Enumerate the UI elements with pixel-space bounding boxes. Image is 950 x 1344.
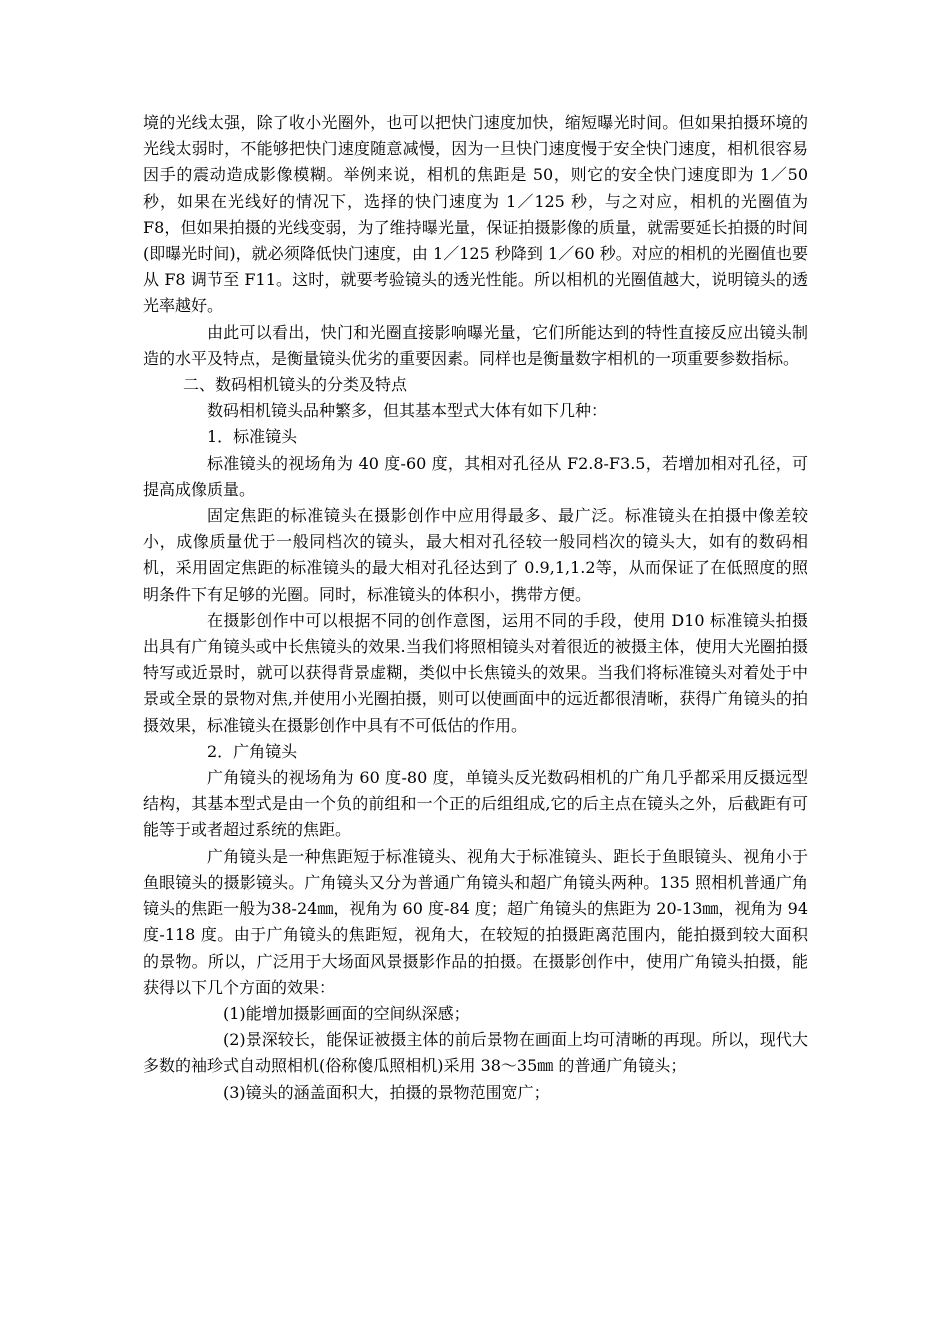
subheading-wide-angle-lens: 2．广角镜头 [207, 741, 298, 761]
subheading-standard-lens: 1．标准镜头 [207, 427, 298, 447]
paragraph-lens-types-intro: 数码相机镜头品种繁多，但其基本型式大体有如下几种： [207, 401, 608, 421]
paragraph-shutter-aperture-summary: 由此可以看出，快门和光圈直接影响曝光量，它们所能达到的特性直接反应出镜头制造的水平及特点，是衡量镜头优劣的重要因素。同样也是衡量数字相机的一项重要参数指标。 [143, 322, 808, 368]
paragraph-standard-lens-angle: 标准镜头的视场角为 40 度-60 度，其相对孔径从 F2.8-F3.5，若增加相对孔径，可提高成像质量。 [143, 453, 808, 499]
section-heading-lens-types: 二、数码相机镜头的分类及特点 [183, 375, 408, 395]
paragraph-standard-lens-creative: 在摄影创作中可以根据不同的创作意图，运用不同的手段，使用 D10 标准镜头拍摄出具有广角镜头或中长焦镜头的效果.当我们将照相镜头对着很近的被摄主体，使用大光圈拍摄特写或近景时，就可以获得背景虚糊，类似中长焦镜头的效果。当我们将标准镜头对着处于中景或全景的景物对焦,并使用小光圈拍摄，则可以使画面中的远近都很清晰，获得广角镜头的拍摄效果，标准镜头在摄影创作中具有不可低估的作用。 [143, 610, 808, 735]
paragraph-exposure-shutter: 境的光线太强，除了收小光圈外，也可以把快门速度加快，缩短曝光时间。但如果拍摄环境的光线太弱时，不能够把快门速度随意减慢，因为一旦快门速度慢于安全快门速度，相机很容易因手的震动造成影像模糊。举例来说，相机的焦距是 50，则它的安全快门速度即为 1／50 秒，如果在光线好的情况下，选择的快门速度为 1／125 秒，与之对应，相机的光圈值为 F8，但如果拍摄的光线变弱，为了维持曝光量，保证拍摄影像的质量，就需要延长拍摄的时间(即曝光时间)，就必须降低快门速度，由 1／125 秒降到 1／60 秒。对应的相机的光圈值也要从 F8 调节至 F11。这时，就要考验镜头的透光性能。所以相机的光圈值越大，说明镜头的透光率越好。 [143, 113, 808, 316]
list-item-wide-angle-effect-3: (3)镜头的涵盖面积大，拍摄的景物范围宽广； [223, 1082, 550, 1102]
paragraph-wide-angle-definition: 广角镜头是一种焦距短于标准镜头、视角大于标准镜头、距长于鱼眼镜头、视角小于鱼眼镜头的摄影镜头。广角镜头又分为普通广角镜头和超广角镜头两种。135 照相机普通广角镜头的焦距一般为38-24㎜，视角为 60 度-84 度；超广角镜头的焦距为 20-13㎜，视角为 94 度-118 度。由于广角镜头的焦距短，视角大，在较短的拍摄距离范围内，能拍摄到较大面积的景物。所以，广泛用于大场面风景摄影作品的拍摄。在摄影创作中，使用广角镜头拍摄，能获得以下几个方面的效果： [143, 846, 808, 997]
paragraph-wide-angle-structure: 广角镜头的视场角为 60 度-80 度，单镜头反光数码相机的广角几乎都采用反摄远型结构，其基本型式是由一个负的前组和一个正的后组组成,它的后主点在镜头之外，后截距有可能等于或者超过系统的焦距。 [143, 768, 808, 840]
list-item-wide-angle-effect-1: (1)能增加摄影画面的空间纵深感； [223, 1003, 470, 1023]
document-page [143, 110, 808, 1106]
list-item-wide-angle-effect-2: (2)景深较长，能保证被摄主体的前后景物在画面上均可清晰的再现。所以，现代大多数的袖珍式自动照相机(俗称傻瓜照相机)采用 38～35㎜ 的普通广角镜头； [143, 1030, 808, 1076]
paragraph-standard-lens-fixed-focal: 固定焦距的标准镜头在摄影创作中应用得最多、最广泛。标准镜头在拍摄中像差较小，成像质量优于一般同档次的镜头，最大相对孔径较一般同档次的镜头大，如有的数码相机，采用固定焦距的标准镜头的最大相对孔径达到了 0.9,1,1.2等，从而保证了在低照度的照明条件下有足够的光圈。同时，标准镜头的体积小，携带方便。 [143, 506, 808, 604]
